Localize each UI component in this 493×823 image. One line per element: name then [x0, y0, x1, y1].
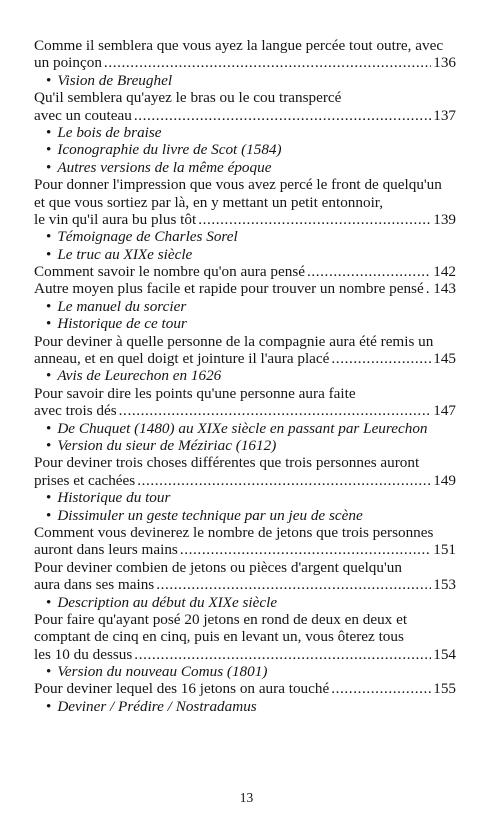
- toc-line-text: Version du nouveau Comus (1801): [57, 663, 268, 681]
- dot-leader: [426, 280, 432, 297]
- toc-line-text: Pour deviner à quelle personne de la compagnie aura été remis un: [34, 332, 434, 350]
- bullet-icon: •: [46, 71, 52, 89]
- dot-leader: [137, 472, 431, 489]
- toc-line-text: avec un couteau: [34, 106, 132, 124]
- toc-entry: [34, 646, 456, 663]
- toc-line-text: Vision de Breughel: [57, 71, 173, 89]
- toc-line-text: comptant de cinq en cinq, puis en levant un, vous ôterez tous: [34, 628, 404, 646]
- bullet-icon: •: [46, 663, 52, 681]
- toc-line-text: Comment savoir le nombre qu'on aura pensé: [34, 263, 305, 281]
- toc-line-text: Comment vous devinerez le nombre de jetons que trois personnes: [34, 523, 434, 541]
- toc-page-number: 136: [433, 54, 456, 72]
- toc-entry-text-line: [34, 454, 456, 471]
- toc-entry: [34, 54, 456, 71]
- bullet-icon: •: [46, 489, 52, 507]
- toc-line-text: un poinçon: [34, 54, 102, 72]
- toc-line-text: prises et cachées: [34, 471, 136, 489]
- toc-subentry: [34, 698, 456, 715]
- toc-subentry: [34, 420, 456, 437]
- toc-line-text: Autre moyen plus facile et rapide pour trouver un nombre pensé: [34, 280, 424, 298]
- toc-entry: [34, 280, 456, 297]
- toc-entry: [34, 680, 456, 697]
- toc-line-text: Historique du tour: [57, 489, 171, 507]
- toc-page-number: 142: [433, 263, 456, 281]
- bullet-icon: •: [46, 228, 52, 246]
- toc-entry-text-line: [34, 611, 456, 628]
- toc-page-number: 145: [433, 350, 456, 368]
- toc-line-text: Pour deviner lequel des 16 jetons on aura touché: [34, 680, 330, 698]
- toc-entry-text-line: [34, 89, 456, 106]
- toc-entry: [34, 350, 456, 367]
- toc-subentry: [34, 141, 456, 158]
- toc-line-text: avec trois dés: [34, 402, 117, 420]
- bullet-icon: •: [46, 419, 52, 437]
- toc-page-number: 143: [433, 280, 456, 298]
- toc-line-text: Pour faire qu'ayant posé 20 jetons en rond de deux en deux et: [34, 610, 408, 628]
- toc-entry-text-line: [34, 333, 456, 350]
- toc-line-text: anneau, et en quel doigt et jointure il l'aura placé: [34, 350, 330, 368]
- toc-entry: [34, 263, 456, 280]
- page-number: 13: [239, 790, 254, 805]
- toc-line-text: Témoignage de Charles Sorel: [57, 228, 238, 246]
- dot-leader: [156, 576, 431, 593]
- toc-subentry: [34, 437, 456, 454]
- toc-page-number: 154: [433, 645, 456, 663]
- toc-entry-text-line: [34, 37, 456, 54]
- dot-leader: [104, 54, 431, 71]
- toc-subentry: [34, 489, 456, 506]
- dot-leader: [331, 350, 431, 367]
- dot-leader: [198, 211, 431, 228]
- toc-line-text: Pour deviner combien de jetons ou pièces d'argent quelqu'un: [34, 558, 402, 576]
- toc-subentry: [34, 594, 456, 611]
- toc-line-text: Le truc au XIXe siècle: [57, 245, 193, 263]
- dot-leader: [134, 107, 431, 124]
- toc-line-text: Qu'il semblera qu'ayez le bras ou le cou transpercé: [34, 89, 342, 107]
- toc-line-text: et que vous sortiez par là, en y mettant un petit entonnoir,: [34, 193, 384, 211]
- toc-entry-text-line: [34, 628, 456, 645]
- bullet-icon: •: [46, 297, 52, 315]
- toc-subentry: [34, 159, 456, 176]
- toc-subentry: [34, 507, 456, 524]
- toc-line-text: Deviner / Prédire / Nostradamus: [57, 697, 257, 715]
- dot-leader: [307, 263, 431, 280]
- toc-line-text: les 10 du dessus: [34, 645, 133, 663]
- bullet-icon: •: [46, 158, 52, 176]
- toc-entry-text-line: [34, 176, 456, 193]
- toc-subentry: [34, 246, 456, 263]
- toc-entry-text-line: [34, 524, 456, 541]
- toc-line-text: Dissimuler un geste technique par un jeu de scène: [57, 506, 363, 524]
- dot-leader: [331, 680, 431, 697]
- toc-line-text: Iconographie du livre de Scot (1584): [57, 141, 282, 159]
- toc-subentry: [34, 367, 456, 384]
- toc-entry: [34, 402, 456, 419]
- toc-line-text: aura dans ses mains: [34, 576, 155, 594]
- toc-entry: [34, 211, 456, 228]
- toc-subentry: [34, 315, 456, 332]
- bullet-icon: •: [46, 123, 52, 141]
- toc-entry: [34, 107, 456, 124]
- toc-line-text: le vin qu'il aura bu plus tôt: [34, 210, 197, 228]
- toc-page-number: 139: [433, 210, 456, 228]
- toc-entry-text-line: [34, 385, 456, 402]
- bullet-icon: •: [46, 141, 52, 159]
- toc-subentry: [34, 72, 456, 89]
- toc-page-number: 155: [433, 680, 456, 698]
- bullet-icon: •: [46, 697, 52, 715]
- toc-page-number: 149: [433, 471, 456, 489]
- bullet-icon: •: [46, 245, 52, 263]
- dot-leader: [119, 402, 432, 419]
- toc-subentry: [34, 298, 456, 315]
- toc-line-text: Historique de ce tour: [57, 315, 187, 333]
- toc-line-text: Description au début du XIXe siècle: [57, 593, 278, 611]
- toc-subentry: [34, 663, 456, 680]
- bullet-icon: •: [46, 315, 52, 333]
- toc-line-text: Pour savoir dire les points qu'une personne aura faite: [34, 384, 356, 402]
- toc-subentry: [34, 124, 456, 141]
- toc-page-number: 137: [433, 106, 456, 124]
- table-of-contents: [34, 37, 456, 715]
- toc-line-text: Pour donner l'impression que vous avez percé le front de quelqu'un: [34, 176, 442, 194]
- toc-line-text: auront dans leurs mains: [34, 541, 178, 559]
- toc-line-text: Version du sieur de Méziriac (1612): [57, 436, 277, 454]
- toc-entry-text-line: [34, 194, 456, 211]
- dot-leader: [180, 541, 431, 558]
- toc-line-text: Pour deviner trois choses différentes que trois personnes auront: [34, 454, 420, 472]
- bullet-icon: •: [46, 593, 52, 611]
- toc-line-text: Comme il semblera que vous ayez la langue percée tout outre, avec: [34, 37, 444, 54]
- toc-line-text: De Chuquet (1480) au XIXe siècle en passant par Leurechon: [57, 419, 428, 437]
- toc-entry-text-line: [34, 559, 456, 576]
- toc-line-text: Autres versions de la même époque: [57, 158, 272, 176]
- toc-entry: [34, 541, 456, 558]
- toc-page-number: 151: [433, 541, 456, 559]
- toc-line-text: Le manuel du sorcier: [57, 297, 187, 315]
- toc-entry: [34, 472, 456, 489]
- toc-page-number: 153: [433, 576, 456, 594]
- toc-entry: [34, 576, 456, 593]
- dot-leader: [134, 646, 431, 663]
- bullet-icon: •: [46, 367, 52, 385]
- toc-page-number: 147: [433, 402, 456, 420]
- toc-line-text: Avis de Leurechon en 1626: [57, 367, 222, 385]
- bullet-icon: •: [46, 506, 52, 524]
- toc-subentry: [34, 228, 456, 245]
- bullet-icon: •: [46, 436, 52, 454]
- toc-line-text: Le bois de braise: [57, 123, 162, 141]
